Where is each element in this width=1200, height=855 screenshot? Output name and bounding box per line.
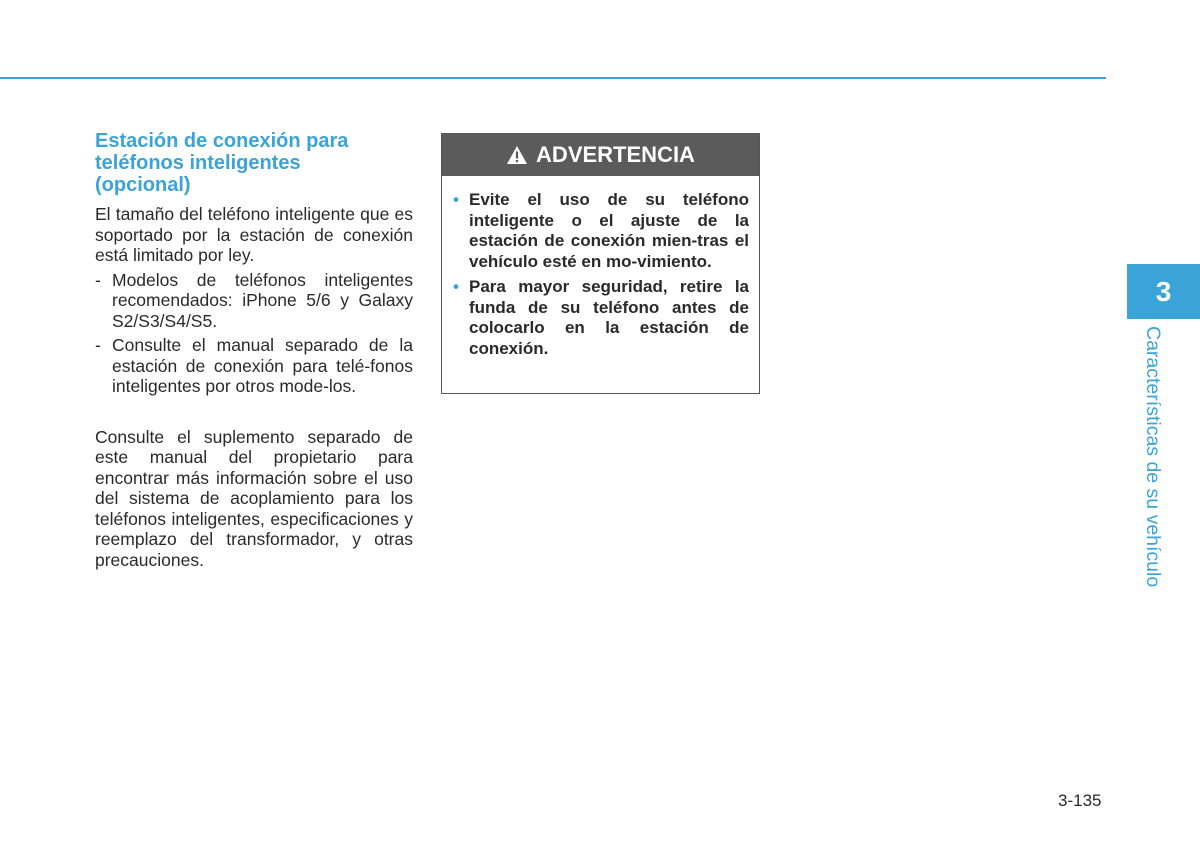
warning-triangle-icon <box>506 145 528 165</box>
section-title-line: (opcional) <box>95 174 191 196</box>
dash-marker: - <box>95 269 101 290</box>
left-column <box>95 130 413 570</box>
warning-title: ADVERTENCIA <box>536 142 695 167</box>
chapter-tab <box>1127 264 1200 319</box>
bullet-marker: • <box>453 190 459 209</box>
list-item-text: Modelos de teléfonos inteligentes recomendados: iPhone 5/6 y Galaxy S2/S3/S4/S5. <box>112 269 413 331</box>
warning-item-text: Evite el uso de su teléfono inteligente o el ajuste de la estación de conexión mien-tras el vehículo esté en mo-vimiento. <box>469 190 749 271</box>
models-list <box>95 270 413 397</box>
warning-item <box>452 277 749 359</box>
intro-paragraph: El tamaño del teléfono inteligente que es soportado por la estación de conexión está limitado por ley. <box>95 204 413 265</box>
closing-paragraph: Consulte el suplemento separado de este manual del propietario para encontrar más información sobre el uso del sistema de acoplamiento para los teléfonos inteligentes, especificaciones y reemplazo del transformador, y otras precauciones. <box>95 426 413 570</box>
section-title-line: Estación de conexión para <box>95 130 349 152</box>
warning-list <box>442 176 759 359</box>
page-number: 3-135 <box>1058 791 1102 810</box>
warning-header <box>442 134 759 176</box>
bullet-marker: • <box>453 277 459 296</box>
warning-item-text: Para mayor seguridad, retire la funda de su teléfono antes de colocarlo en la estación de conexión. <box>469 277 749 358</box>
list-item <box>95 335 413 397</box>
dash-marker: - <box>95 335 101 355</box>
section-title <box>95 130 413 196</box>
list-item-text: Consulte el manual separado de la estación de conexión para telé-fonos inteligentes por otros mode-los. <box>112 335 413 396</box>
warning-item <box>452 190 749 272</box>
warning-box <box>441 133 760 394</box>
section-title-line: teléfonos inteligentes <box>95 152 301 174</box>
list-item <box>95 270 413 332</box>
chapter-number: 3 <box>1155 275 1172 307</box>
top-rule <box>0 77 1106 79</box>
chapter-name: Características de su vehículo <box>1142 326 1164 588</box>
